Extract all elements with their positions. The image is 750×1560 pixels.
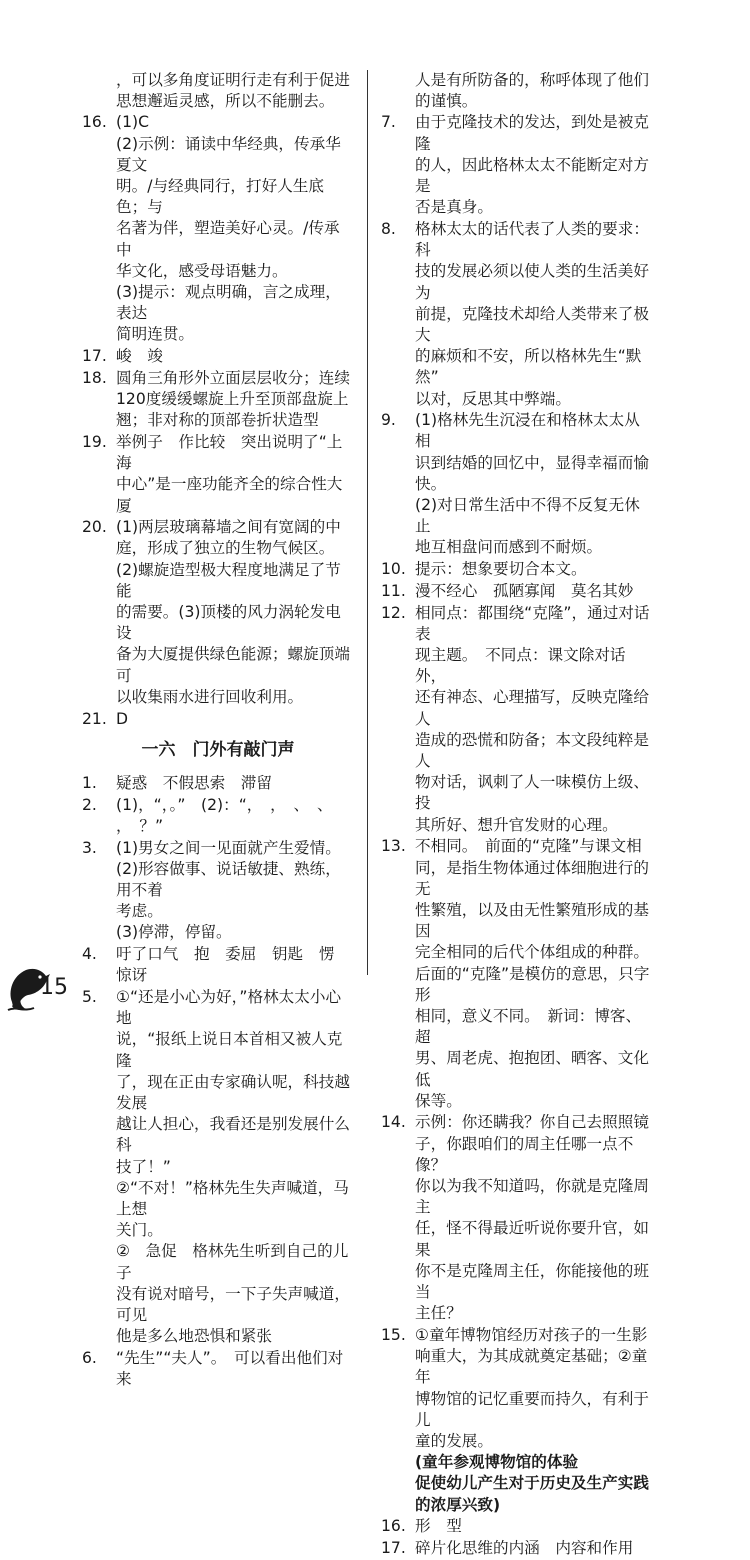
- answer-item: [381, 603, 653, 836]
- answer-item: [381, 1325, 653, 1516]
- answer-item: [381, 1112, 653, 1324]
- item-number: 16.: [381, 1517, 406, 1536]
- item-number: 9.: [381, 411, 396, 430]
- item-number: 16.: [82, 113, 107, 132]
- item-number: 7.: [381, 113, 396, 132]
- section-heading: 一六 门外有敲门声: [141, 739, 295, 760]
- answer-line: 技的发展必须以使人类的生活美好为: [415, 262, 649, 302]
- answer-line: 主任？: [415, 1304, 462, 1323]
- answer-line: 的人，因此格林太太不能断定对方是: [415, 155, 649, 196]
- answer-line: 其所好、想升官发财的心理。: [415, 815, 618, 834]
- answer-line: 否是真身。: [415, 198, 493, 217]
- answer-line: 相同点：都围绕“克隆”，通过对话表: [415, 603, 650, 643]
- answer-line: (1)男女之间一见面就产生爱情。: [116, 838, 341, 857]
- answer-item: [381, 1538, 653, 1559]
- answer-line: (2)示例：诵读中华经典，传承华夏文: [116, 134, 341, 174]
- answer-line: (2)对日常生活中不得不反复无休止: [415, 496, 640, 536]
- answer-line: 响重大，为其成就奠定基础；②童年: [415, 1347, 648, 1387]
- answer-line: 他是多么地恐惧和紧张: [116, 1327, 272, 1346]
- answer-line: 造成的恐慌和防备；本文段纯粹是人: [415, 730, 649, 770]
- answer-line: 考虑。: [116, 902, 163, 921]
- page-number: 15: [40, 975, 68, 1000]
- answer-line: 以收集雨水进行回收利用。: [116, 687, 304, 706]
- text-line: ，可以多角度证明行走有利于促进: [116, 71, 350, 89]
- answer-line: 举例子 作比较 突出说明了“上海: [116, 432, 343, 473]
- answer-line: (2)形容做事、说话敏捷、熟练，用不着: [116, 859, 341, 900]
- answer-line: 120度缓缓螺旋上升至顶部盘旋上: [116, 390, 349, 409]
- item-number: 13.: [381, 837, 406, 856]
- item-number: 15.: [381, 1325, 406, 1344]
- answer-line: ， ？”: [116, 816, 164, 835]
- answer-line: 疑惑 不假思索 滞留: [116, 774, 272, 792]
- answer-line: 简明连贯。: [116, 325, 194, 344]
- answer-line: ①“还是小心为好，”格林太太小心地: [116, 988, 342, 1028]
- item-number: 17.: [82, 347, 107, 366]
- answer-line: 识到结婚的回忆中，显得幸福而愉快。: [415, 453, 649, 493]
- answer-line: 地互相盘问而感到不耐烦。: [415, 538, 603, 557]
- answer-line: ①童年博物馆经历对孩子的一生影: [415, 1325, 648, 1344]
- answer-line: (3)提示：观点明确，言之成理，表达: [116, 283, 341, 323]
- answer-line: 技了！”: [116, 1157, 171, 1176]
- column-divider: [367, 70, 368, 975]
- left-column: [82, 70, 354, 1391]
- answer-line: D: [116, 709, 129, 728]
- answer-line: 圆角三角形外立面层层收分；连续: [116, 368, 350, 387]
- right-top-continuation: [381, 70, 653, 112]
- answer-line: 不相同。 前面的“克隆”与课文相: [415, 837, 642, 856]
- answer-line: 由于克隆技术的发达，到处是被克隆: [415, 113, 649, 153]
- answer-item: [82, 987, 354, 1347]
- answer-line: 保等。: [415, 1091, 462, 1110]
- section-answer-list: [82, 773, 354, 1390]
- answer-line: 关门。: [116, 1221, 163, 1240]
- answer-line: 你不是克隆周主任，你能接他的班当: [415, 1261, 649, 1302]
- answer-note-line: 的浓厚兴致): [415, 1495, 501, 1514]
- answer-line: ② 急促 格林先生听到自己的儿子: [116, 1242, 349, 1282]
- answer-line: 的需要。(3)顶楼的风力涡轮发电设: [116, 603, 341, 643]
- item-number: 1.: [82, 774, 97, 792]
- answer-line: 说，“报纸上说日本首相又被人克隆: [116, 1030, 343, 1070]
- answer-line: 形 型: [415, 1517, 462, 1536]
- answer-line: 完全相同的后代个体组成的种群。: [415, 943, 649, 962]
- answer-line: 同，是指生物体通过体细胞进行的无: [415, 858, 649, 898]
- item-number: 14.: [381, 1113, 406, 1132]
- answer-item: [82, 838, 354, 944]
- item-number: 20.: [82, 518, 107, 537]
- answer-line: 名著为伴，塑造美好心灵。/传承中: [116, 219, 340, 259]
- answer-item: [381, 410, 653, 558]
- left-top-continuation: [82, 70, 354, 112]
- item-number: 21.: [82, 709, 107, 728]
- text-line: 人是有所防备的，称呼体现了他们: [415, 71, 649, 89]
- answer-line: 的麻烦和不安，所以格林先生“默然”: [415, 347, 642, 387]
- answer-line: 中心”是一座功能齐全的综合性大厦: [116, 475, 343, 515]
- answer-line: 前提，克隆技术却给人类带来了极大: [415, 304, 649, 344]
- answer-line: 翘；非对称的顶部卷折状造型: [116, 411, 319, 430]
- answer-item: [381, 559, 653, 580]
- answer-line: 现主题。 不同点：课文除对话外，: [415, 645, 626, 686]
- answer-line: 明。/与经典同行，打好人生底色；与: [116, 177, 324, 217]
- answer-line: 华文化，感受母语魅力。: [116, 261, 288, 280]
- answer-line: 你以为我不知道吗，你就是克隆周主: [415, 1177, 649, 1217]
- answer-line: (1)C: [116, 113, 149, 132]
- answer-line: 童的发展。: [415, 1432, 493, 1450]
- answer-note-line: 促使幼儿产生对于历史及生产实践: [415, 1474, 649, 1493]
- right-answer-list: [381, 112, 653, 1559]
- answer-line: 碎片化思维的内涵 内容和作用: [415, 1539, 634, 1558]
- item-number: 10.: [381, 560, 406, 579]
- item-number: 6.: [82, 1348, 97, 1367]
- item-number: 5.: [82, 988, 97, 1007]
- answer-line: 男、周老虎、抱抱团、晒客、文化低: [415, 1049, 649, 1089]
- answer-item: [82, 112, 354, 345]
- answer-item: [82, 517, 354, 708]
- answer-line: ②“不对！”格林先生失声喊道，马上想: [116, 1178, 349, 1219]
- answer-item: [82, 773, 354, 794]
- answer-line: 没有说对暗号，一下子失声喊道，可见: [116, 1284, 350, 1325]
- item-number: 19.: [82, 432, 107, 451]
- answer-line: 惊讶: [116, 966, 148, 985]
- item-number: 2.: [82, 795, 97, 814]
- answer-item: [381, 1516, 653, 1537]
- answer-line: 还有神态、心理描写，反映克隆给人: [415, 688, 649, 728]
- answer-item: [82, 709, 354, 730]
- right-column: [381, 70, 653, 1560]
- answer-line: 后面的“克隆”是模仿的意思，只字形: [415, 964, 650, 1004]
- item-number: 8.: [381, 219, 396, 238]
- left-answer-list: [82, 112, 354, 729]
- item-number: 11.: [381, 581, 406, 600]
- answer-item: [82, 944, 354, 986]
- answer-item: [381, 219, 653, 410]
- item-number: 4.: [82, 945, 97, 964]
- answer-line: 子，你跟咱们的周主任哪一点不像？: [415, 1134, 634, 1174]
- answer-item: [381, 112, 653, 218]
- answer-note-line: (童年参观博物馆的体验: [415, 1453, 579, 1472]
- answer-line: 峻 竣: [116, 347, 163, 366]
- answer-line: 备为大厦提供绿色能源；螺旋顶端可: [116, 645, 350, 685]
- item-number: 18.: [82, 368, 107, 387]
- answer-line: 庭，形成了独立的生物气候区。: [116, 539, 335, 558]
- answer-line: 越让人担心，我看还是别发展什么科: [116, 1115, 350, 1155]
- answer-line: (1)两层玻璃幕墙之间有宽阔的中: [116, 518, 341, 537]
- answer-item: [381, 836, 653, 1112]
- text-line: 的谨慎。: [415, 92, 478, 111]
- answer-line: 了，现在正由专家确认呢，科技越发展: [116, 1072, 350, 1113]
- answer-line: (2)螺旋造型极大程度地满足了节能: [116, 560, 341, 600]
- answer-line: (3)停滞，停留。: [116, 923, 232, 942]
- answer-item: [82, 795, 354, 837]
- answer-line: 示例：你还瞒我？你自己去照照镜: [415, 1113, 649, 1132]
- answer-line: 提示：想象要切合本文。: [415, 560, 587, 579]
- answer-line: (1)，“，。” (2)：“， ， 、 、: [116, 795, 333, 814]
- text-line: 思想邂逅灵感，所以不能删去。: [116, 92, 335, 111]
- item-number: 12.: [381, 603, 406, 622]
- answer-line: 相同，意义不同。 新词：博客、超: [415, 1006, 642, 1047]
- answer-item: [82, 432, 354, 517]
- answer-line: 性繁殖，以及由无性繁殖形成的基因: [415, 900, 649, 941]
- answer-line: 漫不经心 孤陋寡闻 莫名其妙: [415, 581, 634, 600]
- answer-line: 博物馆的记忆重要而持久，有利于儿: [415, 1389, 649, 1429]
- answer-line: 以对，反思其中弊端。: [415, 389, 571, 408]
- item-number: 3.: [82, 838, 97, 857]
- answer-line: “先生”“夫人”。 可以看出他们对来: [116, 1348, 344, 1389]
- answer-line: 吁了口气 抱 委屈 钥匙 愣: [116, 945, 335, 964]
- answer-line: (1)格林先生沉浸在和格林太太从相: [415, 411, 640, 451]
- answer-item: [82, 1348, 354, 1390]
- answer-line: 物对话，讽刺了人一味模仿上级、投: [415, 773, 649, 813]
- answer-item: [82, 346, 354, 367]
- answer-line: 格林太太的话代表了人类的要求：科: [415, 219, 649, 260]
- item-number: 17.: [381, 1539, 406, 1558]
- answer-item: [82, 368, 354, 432]
- answer-line: 任，怪不得最近听说你要升官，如果: [415, 1219, 649, 1259]
- answer-item: [381, 581, 653, 602]
